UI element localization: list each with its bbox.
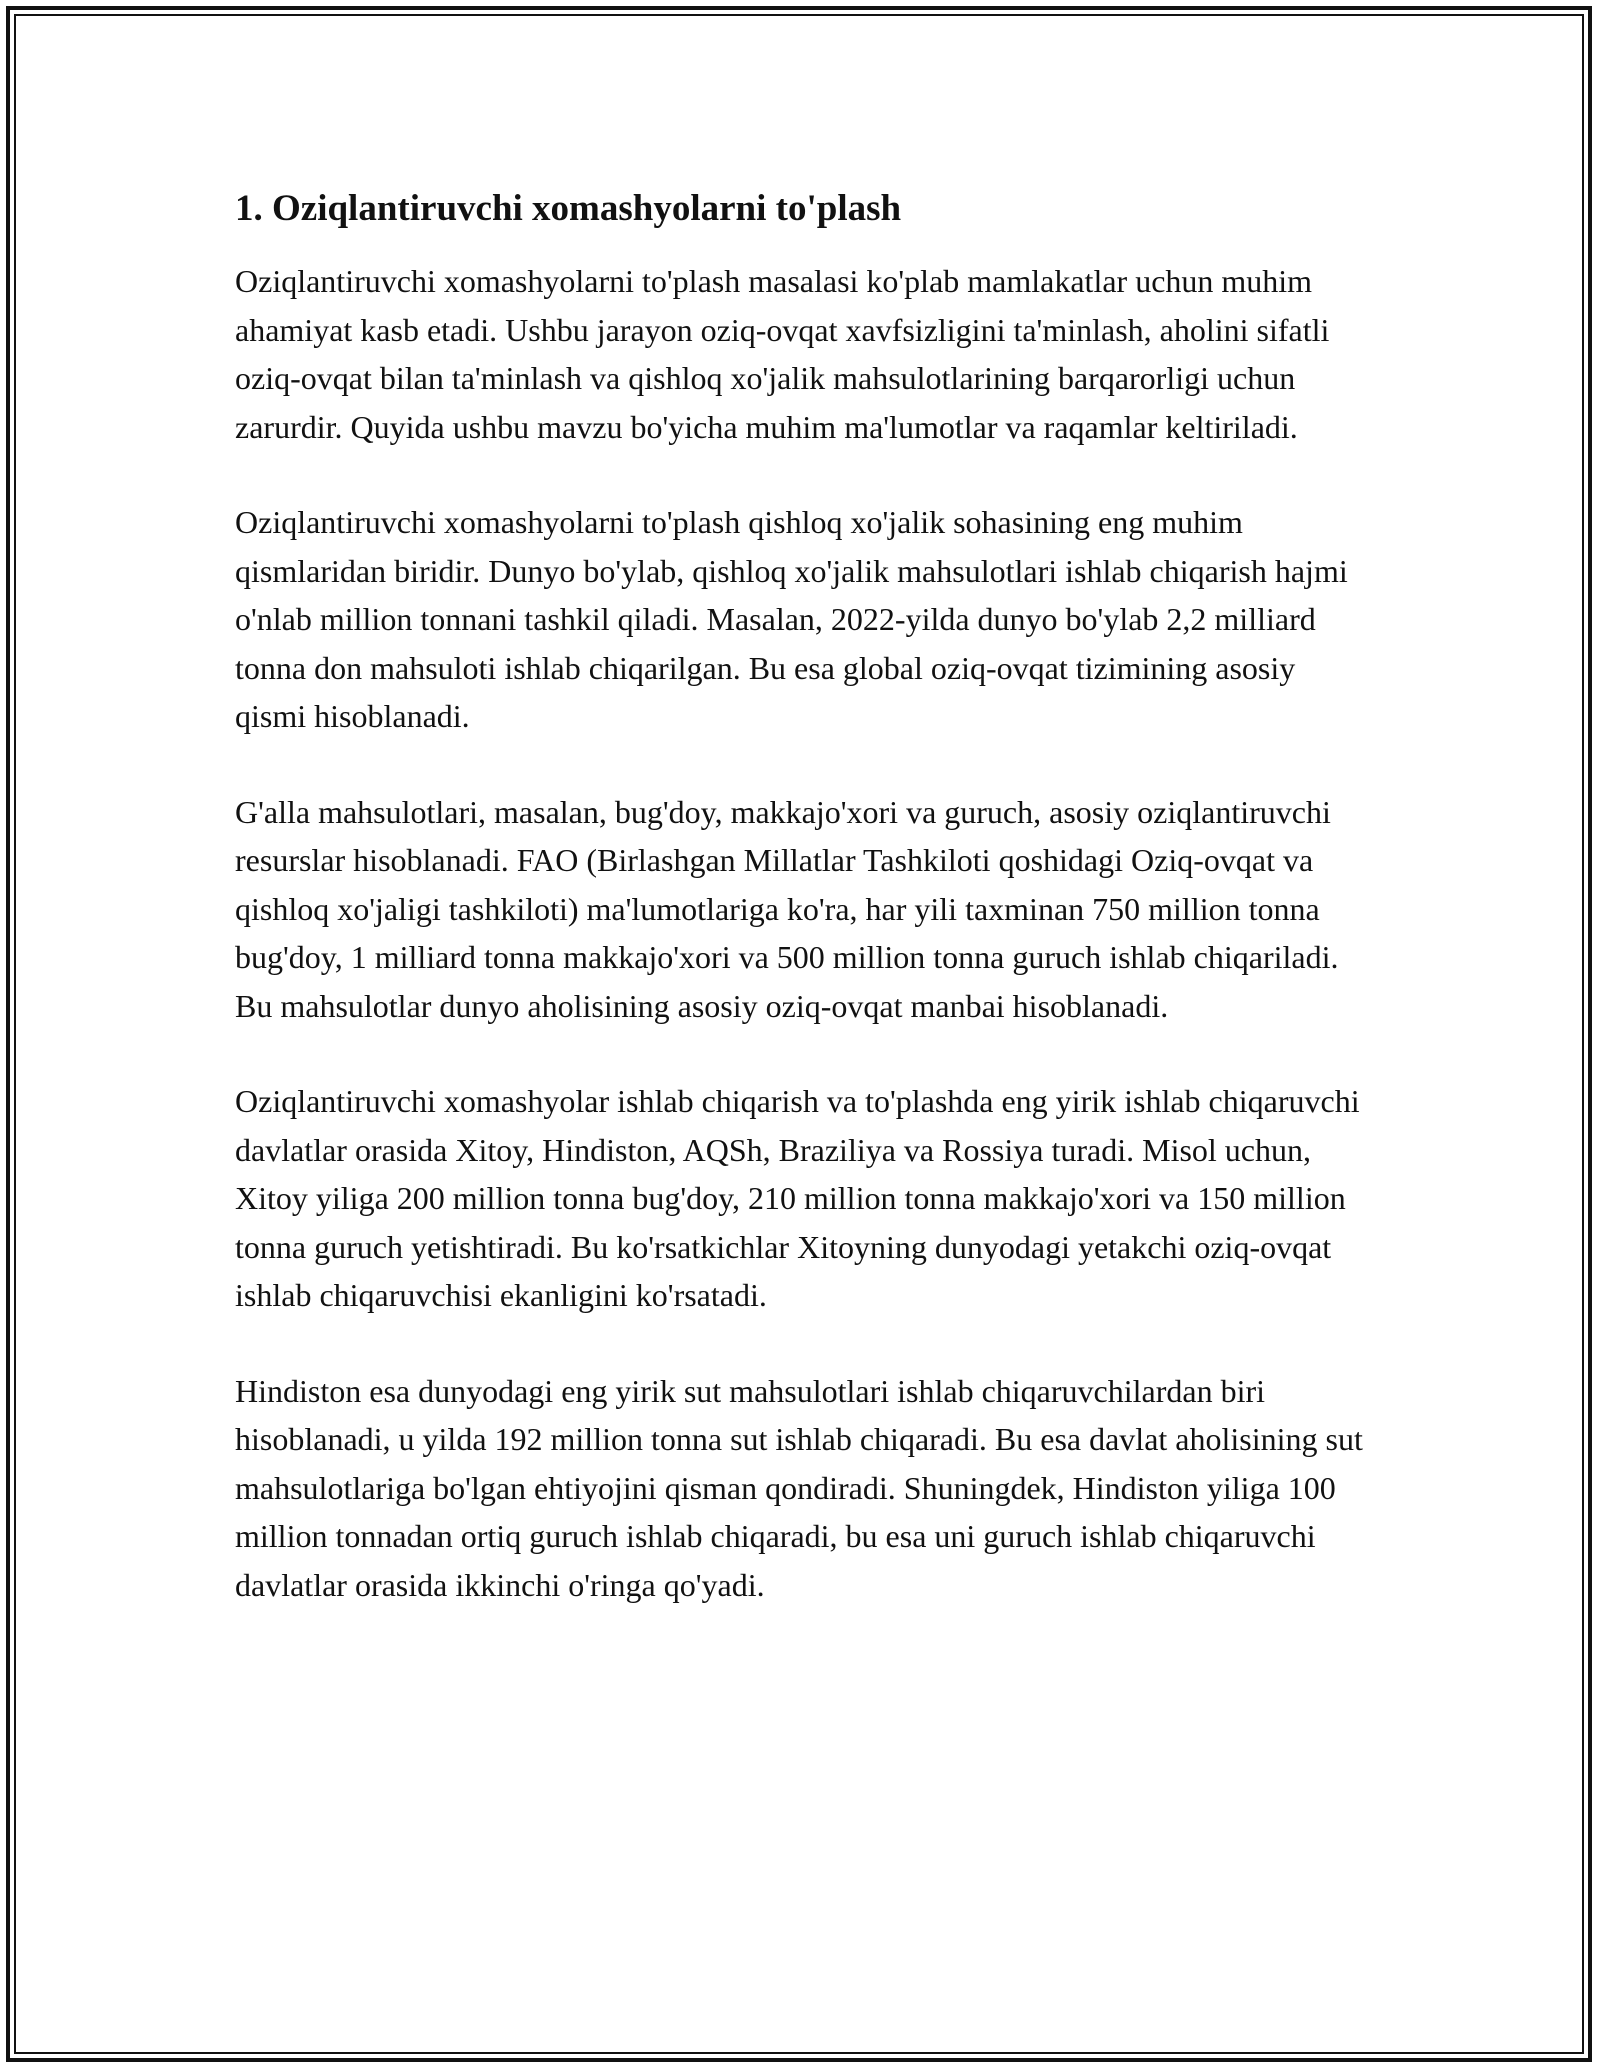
paragraph-3: G'alla mahsulotlari, masalan, bug'doy, makkajo'xori va guruch, asosiy oziqlantiruvchi resurslar hisoblanadi. FAO (Birlashgan Millatlar Tashkiloti qoshidagi Oziq-ovqat va qishloq xo'jaligi tashkiloti) ma'lumotlariga ko'ra, har yili taxminan 750 million tonna bug'doy, 1 milliard tonna makkajo'xori va 500 million tonna guruch ishlab chiqariladi. Bu mahsulotlar dunyo aholisining asosiy oziq-ovqat manbai hisoblanadi. xyxy=(235,793,1339,1024)
paragraph-1: Oziqlantiruvchi xomashyolarni to'plash masalasi ko'plab mamlakatlar uchun muhim ahamiyat kasb etadi. Ushbu jarayon oziq-ovqat xavfsizligini ta'minlash, aholini sifatli oziq-ovqat bilan ta'minlash va qishloq xo'jalik mahsulotlarining barqarorligi uchun zarurdir. Quyida ushbu mavzu bo'yicha muhim ma'lumotlar va raqamlar keltiriladi. xyxy=(235,263,1330,445)
paragraph-5: Hindiston esa dunyodagi eng yirik sut mahsulotlari ishlab chiqaruvchilardan biri hisoblanadi, u yilda 192 million tonna sut ishlab chiqaradi. Bu esa davlat aholisining sut mahsulotlariga bo'lgan ehtiyojini qisman qondiradi. Shuningdek, Hindiston yiliga 100 million tonnadan ortiq guruch ishlab chiqaradi, bu esa uni guruch ishlab chiqaruvchi davlatlar orasida ikkinchi o'ringa qo'yadi. xyxy=(235,1372,1363,1603)
section-heading: 1. Oziqlantiruvchi xomashyolarni to'plash xyxy=(235,188,902,229)
document-body xyxy=(235,185,1365,1656)
paragraph-4: Oziqlantiruvchi xomashyolar ishlab chiqarish va to'plashda eng yirik ishlab chiqaruvchi davlatlar orasida Xitoy, Hindiston, AQSh, Braziliya va Rossiya turadi. Misol uchun, Xitoy yiliga 200 million tonna bug'doy, 210 million tonna makkajo'xori va 150 million tonna guruch yetishtiradi. Bu ko'rsatkichlar Xitoyning dunyodagi yetakchi oziq-ovqat ishlab chiqaruvchisi ekanligini ko'rsatadi. xyxy=(235,1083,1360,1313)
paragraph-2: Oziqlantiruvchi xomashyolarni to'plash qishloq xo'jalik sohasining eng muhim qismlaridan biridir. Dunyo bo'ylab, qishloq xo'jalik mahsulotlari ishlab chiqarish hajmi o'nlab million tonnani tashkil qiladi. Masalan, 2022-yilda dunyo bo'ylab 2,2 milliard tonna don mahsuloti ishlab chiqarilgan. Bu esa global oziq-ovqat tizimining asosiy qismi hisoblanadi. xyxy=(235,504,1348,734)
